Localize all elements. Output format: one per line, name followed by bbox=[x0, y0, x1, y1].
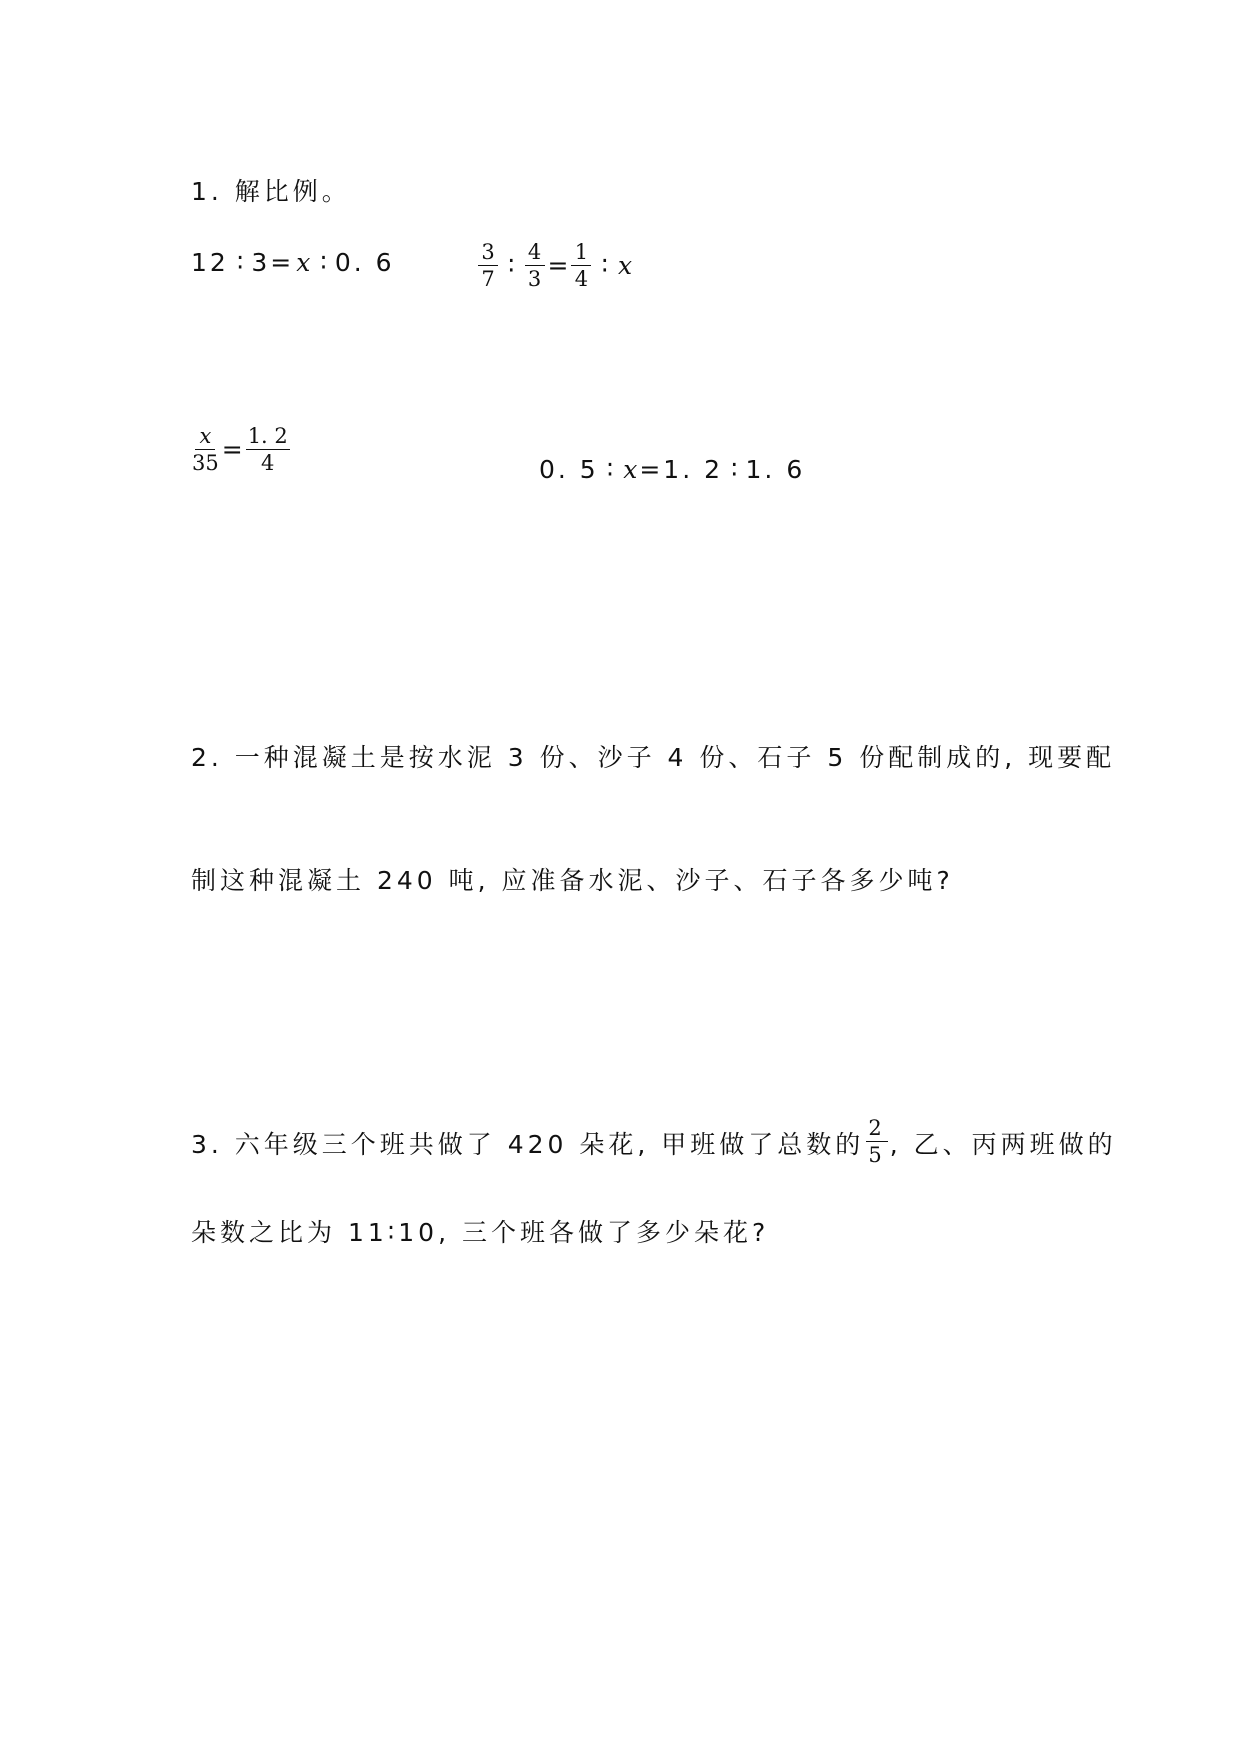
ratio-colon: ∶ bbox=[236, 248, 244, 277]
equals-sign: = bbox=[547, 250, 569, 280]
denominator: 4 bbox=[261, 451, 275, 475]
unknown-x: x bbox=[623, 455, 638, 484]
ratio-colon: ∶ bbox=[601, 250, 608, 280]
eq-a-left-1: 12 bbox=[191, 248, 229, 277]
q3-line-2: 朵数之比为 11∶10, 三个班各做了多少朵花? bbox=[191, 1218, 770, 1247]
q1-equation-b bbox=[476, 240, 634, 291]
ratio-colon: ∶ bbox=[606, 455, 614, 484]
eq-a-right: 0. 6 bbox=[334, 248, 395, 277]
q2-line-1: 2. 一种混凝土是按水泥 3 份、沙子 4 份、石子 5 份配制成的, 现要配 bbox=[191, 743, 1116, 772]
q3-line-1-text-end: , 乙、丙两班做的 bbox=[889, 1129, 1117, 1159]
fraction bbox=[246, 424, 290, 475]
q3-line-1 bbox=[191, 1116, 1117, 1167]
fraction bbox=[571, 240, 591, 291]
q2-line-2: 制这种混凝土 240 吨, 应准备水泥、沙子、石子各多少吨? bbox=[191, 866, 954, 895]
denominator: 7 bbox=[481, 267, 495, 291]
denominator: 35 bbox=[192, 451, 219, 475]
ratio-colon: ∶ bbox=[508, 250, 515, 280]
unknown-x: x bbox=[617, 250, 633, 280]
denominator: 3 bbox=[527, 267, 542, 291]
eq-d-right-2: 1. 6 bbox=[745, 455, 806, 484]
q1-equation-a bbox=[191, 248, 395, 278]
equals-sign: = bbox=[221, 434, 243, 464]
numerator: 1 bbox=[571, 240, 591, 266]
numerator: x bbox=[195, 424, 215, 450]
fraction bbox=[192, 424, 219, 475]
fraction bbox=[525, 240, 545, 291]
q1-equation-c bbox=[190, 424, 292, 475]
eq-d-right-1: =1. 2 bbox=[639, 455, 723, 484]
unknown-x: x bbox=[296, 248, 311, 277]
ratio-colon: ∶ bbox=[731, 455, 738, 484]
q3-line-1-text: 3. 六年级三个班共做了 420 朵花, 甲班做了总数的 bbox=[191, 1129, 865, 1159]
numerator: 4 bbox=[525, 240, 545, 266]
ratio-colon: ∶ bbox=[320, 248, 327, 277]
q1-equation-d bbox=[539, 455, 805, 485]
eq-a-left-2: 3= bbox=[251, 248, 295, 277]
numerator: 2 bbox=[868, 1116, 886, 1140]
eq-d-left: 0. 5 bbox=[539, 455, 599, 484]
numerator: 1. 2 bbox=[247, 424, 288, 448]
fraction bbox=[866, 1116, 887, 1167]
denominator: 5 bbox=[868, 1143, 886, 1167]
numerator: 3 bbox=[478, 240, 498, 266]
q1-title: 1. 解比例。 bbox=[191, 177, 351, 206]
fraction bbox=[478, 240, 498, 291]
denominator: 4 bbox=[574, 267, 589, 291]
